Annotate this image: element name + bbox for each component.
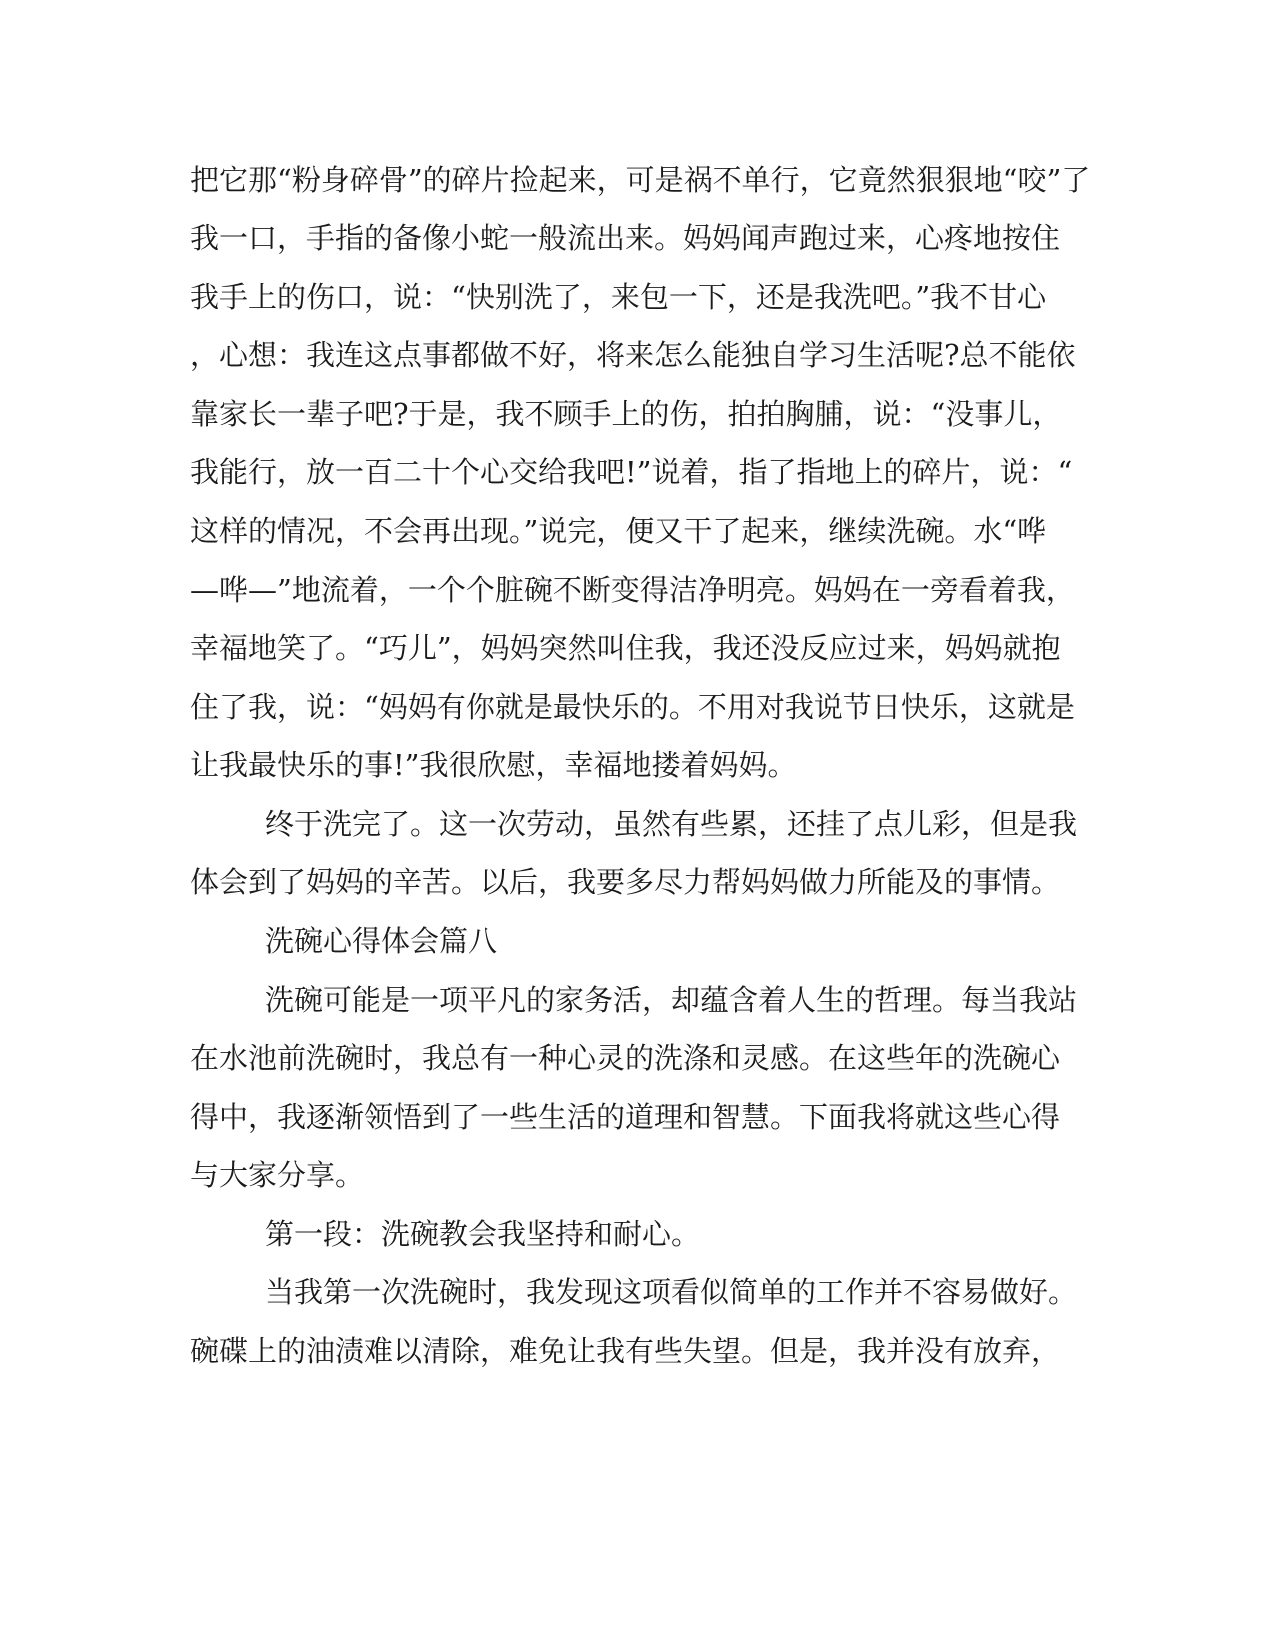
text-line: 这样的情况，不会再出现。”说完，便又干了起来，继续洗碗。水“哗 (190, 514, 1047, 548)
paragraph-start-line: 洗碗可能是一项平凡的家务活，却蕴含着人生的哲理。每当我站 (265, 983, 1078, 1017)
text-line: ，心想：我连这点事都做不好，将来怎么能独自学习生活呢?总不能依 (190, 338, 1076, 372)
text-line: 住了我，说：“妈妈有你就是最快乐的。不用对我说节日快乐，这就是 (190, 690, 1075, 724)
text-line: 得中，我逐渐领悟到了一些生活的道理和智慧。下面我将就这些心得 (190, 1100, 1061, 1134)
text-line: 我一口，手指的备像小蛇一般流出来。妈妈闻声跑过来，心疼地按住 (190, 221, 1061, 255)
text-line: —哗—”地流着，一个个脏碗不断变得洁净明亮。妈妈在一旁看着我， (190, 573, 1075, 607)
paragraph-start-line: 当我第一次洗碗时，我发现这项看似简单的工作并不容易做好。 (265, 1275, 1078, 1309)
text-line: 我能行，放一百二十个心交给我吧!”说着，指了指地上的碎片，说：“ (190, 455, 1073, 489)
text-line: 幸福地笑了。“巧儿”，妈妈突然叫住我，我还没反应过来，妈妈就抱 (190, 631, 1061, 665)
text-line: 在水池前洗碗时，我总有一种心灵的洗涤和灵感。在这些年的洗碗心 (190, 1041, 1061, 1075)
text-line: 把它那“粉身碎骨”的碎片捡起来，可是祸不单行，它竟然狠狠地“咬”了 (190, 163, 1091, 197)
text-line: 与大家分享。 (190, 1158, 365, 1192)
section-heading: 洗碗心得体会篇八 (265, 924, 498, 958)
text-line: 让我最快乐的事!”我很欣慰，幸福地搂着妈妈。 (190, 748, 797, 782)
paragraph-start-line: 终于洗完了。这一次劳动，虽然有些累，还挂了点儿彩，但是我 (265, 807, 1078, 841)
text-line: 靠家长一辈子吧?于是，我不顾手上的伤，拍拍胸脯，说：“没事儿， (190, 397, 1062, 431)
subsection-heading: 第一段：洗碗教会我坚持和耐心。 (265, 1217, 701, 1251)
text-line: 体会到了妈妈的辛苦。以后，我要多尽力帮妈妈做力所能及的事情。 (190, 865, 1061, 899)
text-line: 碗碟上的油渍难以清除，难免让我有些失望。但是，我并没有放弃， (190, 1334, 1061, 1368)
text-line: 我手上的伤口，说：“快别洗了，来包一下，还是我洗吧。”我不甘心 (190, 280, 1047, 314)
